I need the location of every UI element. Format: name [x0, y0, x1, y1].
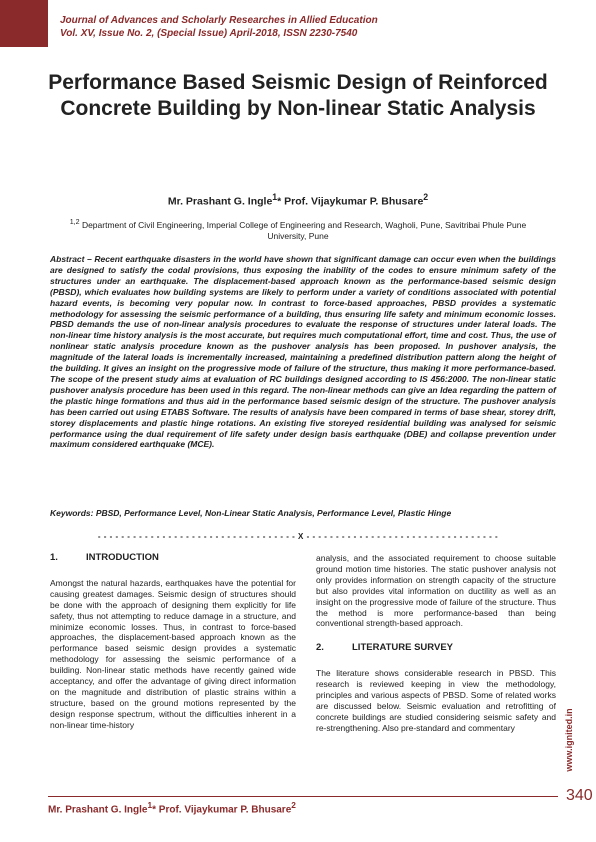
footer-author-1-sup: 1	[147, 800, 153, 810]
footer-author-1: Mr. Prashant G. Ingle	[48, 804, 148, 816]
author-1-sup: 1	[272, 192, 278, 202]
intro-continued-paragraph: analysis, and the associated requirement to choose suitable ground motion time histories. The static pushover analysis not only provides information on strength capacity of the structure but also provides vital information on ductility as well as an insight on the progressive mode of failure of the structure. Thus the method is more performance-based than being conventional strength-based approach.	[316, 553, 556, 629]
footer-author-2: Prof. Vijaykumar P. Bhusare	[156, 804, 292, 816]
literature-heading	[316, 643, 556, 654]
footer-author-1-mark: *	[152, 804, 157, 816]
affiliation-text: Department of Civil Engineering, Imperial College of Engineering and Research, Wagholi, Pune, Savitribai Phule Pune University, Pune	[79, 219, 527, 241]
author-1: Mr. Prashant G. Ingle	[167, 195, 273, 208]
website-vertical	[562, 700, 576, 780]
intro-number: 1.	[50, 552, 58, 563]
literature-number: 2.	[316, 642, 324, 654]
keywords: Keywords: PBSD, Performance Level, Non-Linear Static Analysis, Performance Level, Plastic Hinge	[50, 508, 452, 518]
header-corner-block	[0, 0, 48, 47]
author-2-sup: 2	[423, 192, 429, 202]
journal-issue: Vol. XV, Issue No. 2, (Special Issue) April-2018, ISSN 2230-7540	[60, 28, 358, 39]
intro-paragraph: Amongst the natural hazards, earthquakes have the potential for causing greatest damages. Seismic design of structures should be done with the approach of designing them explicitly for life safety, thus not attempting to reduce damage in a structure, and minimize economic losses. Thus, in contrast to force-based approaches, the displacement-based approach known as the performance based seismic design provides a systematic methodology for assessing the seismic performance of a building. Non-linear static methods have recently gained wide acceptancy, and offer the advantage of giving direct information on the magnitude and distribution of plastic strains within a structure, based on the ground motions represented by the design response spectrum, without the difficulties inherent in a non-linear time-history	[50, 577, 296, 730]
page-number: 340	[566, 787, 593, 804]
right-column	[316, 553, 556, 748]
journal-name: Journal of Advances and Scholarly Researches in Allied Education	[60, 15, 378, 26]
paper-title: Performance Based Seismic Design of Reinforced Concrete Building by Non-linear Static Analysis	[48, 71, 548, 120]
authors	[0, 192, 596, 208]
affiliation-sup: 1,2	[69, 218, 80, 226]
abstract: Abstract – Recent earthquake disasters in the world have shown that significant damage can occur even when the buildings are designed to satisfy the codal provisions, thus exposing the inability of the codes to ensure minimum safety of the structures under an earthquake. The displacement-based approach known as the performance-based seismic design (PBSD), which evaluates how building systems are likely to perform under a variety of conditions associated with potential hazard events, is becoming very popular now. In contrast to force-based approaches, PBSD provides a systematic methodology for assessing the seismic performance of a building, thus ensuring life safety and minimum economic losses. PBSD demands the use of non-linear analysis procedures to evaluate the response of structures under lateral loads. The non-linear time history analysis is the most accurate, but requires much computational effort, time and cost. Thus, the use of nonlinear static analysis procedure known as the pushover analysis has been proposed. In pushover analysis, the magnitude of the lateral loads is incrementally increased, maintaining a predefined distribution pattern along the height of the building. It gives an insight on the progressive mode of failure of the structure, thus making it more performance-based. The scope of the present study aims at evaluation of RC buildings designed according to IS 456:2000. The non-linear static pushover analysis procedure has been used in this regard. The non-linear methods can give an Idea regarding the pattern of the plastic hinge formations and thus aid in the performance based seismic design of the structure. The pushover analysis has been carried out using ETABS Software. The results of analysis have been compared in terms of base shear, storey drift, storey displacements and plastic hinge rotations. An existing five storeyed residential building was analysed for seismic performance using the dual requirement of life safety under design basis earthquake (DBE) and collapse prevention under maximum considered earthquake (MCE).	[50, 254, 556, 450]
affiliation	[60, 217, 536, 242]
author-2: Prof. Vijaykumar P. Bhusare	[281, 195, 424, 208]
footer-author-2-sup: 2	[291, 800, 296, 810]
section-divider: - - - - - - - - - - - - - - - - - - - - - - - - - - - - - - - - - - X - - - - - - - - - - - - - - - - - - - - - - - - - - - - - - - - -	[97, 532, 499, 541]
intro-title: INTRODUCTION	[86, 552, 159, 563]
website-link[interactable]: www.ignited.in	[564, 708, 574, 772]
left-column	[50, 553, 296, 745]
intro-heading	[50, 553, 296, 564]
author-1-mark: *	[277, 195, 282, 208]
footer-rule	[48, 796, 558, 797]
footer-authors	[48, 800, 296, 815]
literature-paragraph: The literature shows considerable research in PBSD. This research is reviewed keeping in view the methodology, principles and various aspects of PBSD. Some of related works are discussed below. Seismic evaluation and retrofitting of concrete buildings are studied considering seismic safety and re-strengthening. Also pre-standard and commentary	[316, 668, 556, 733]
journal-header	[60, 14, 378, 40]
literature-title: LITERATURE SURVEY	[352, 642, 453, 654]
